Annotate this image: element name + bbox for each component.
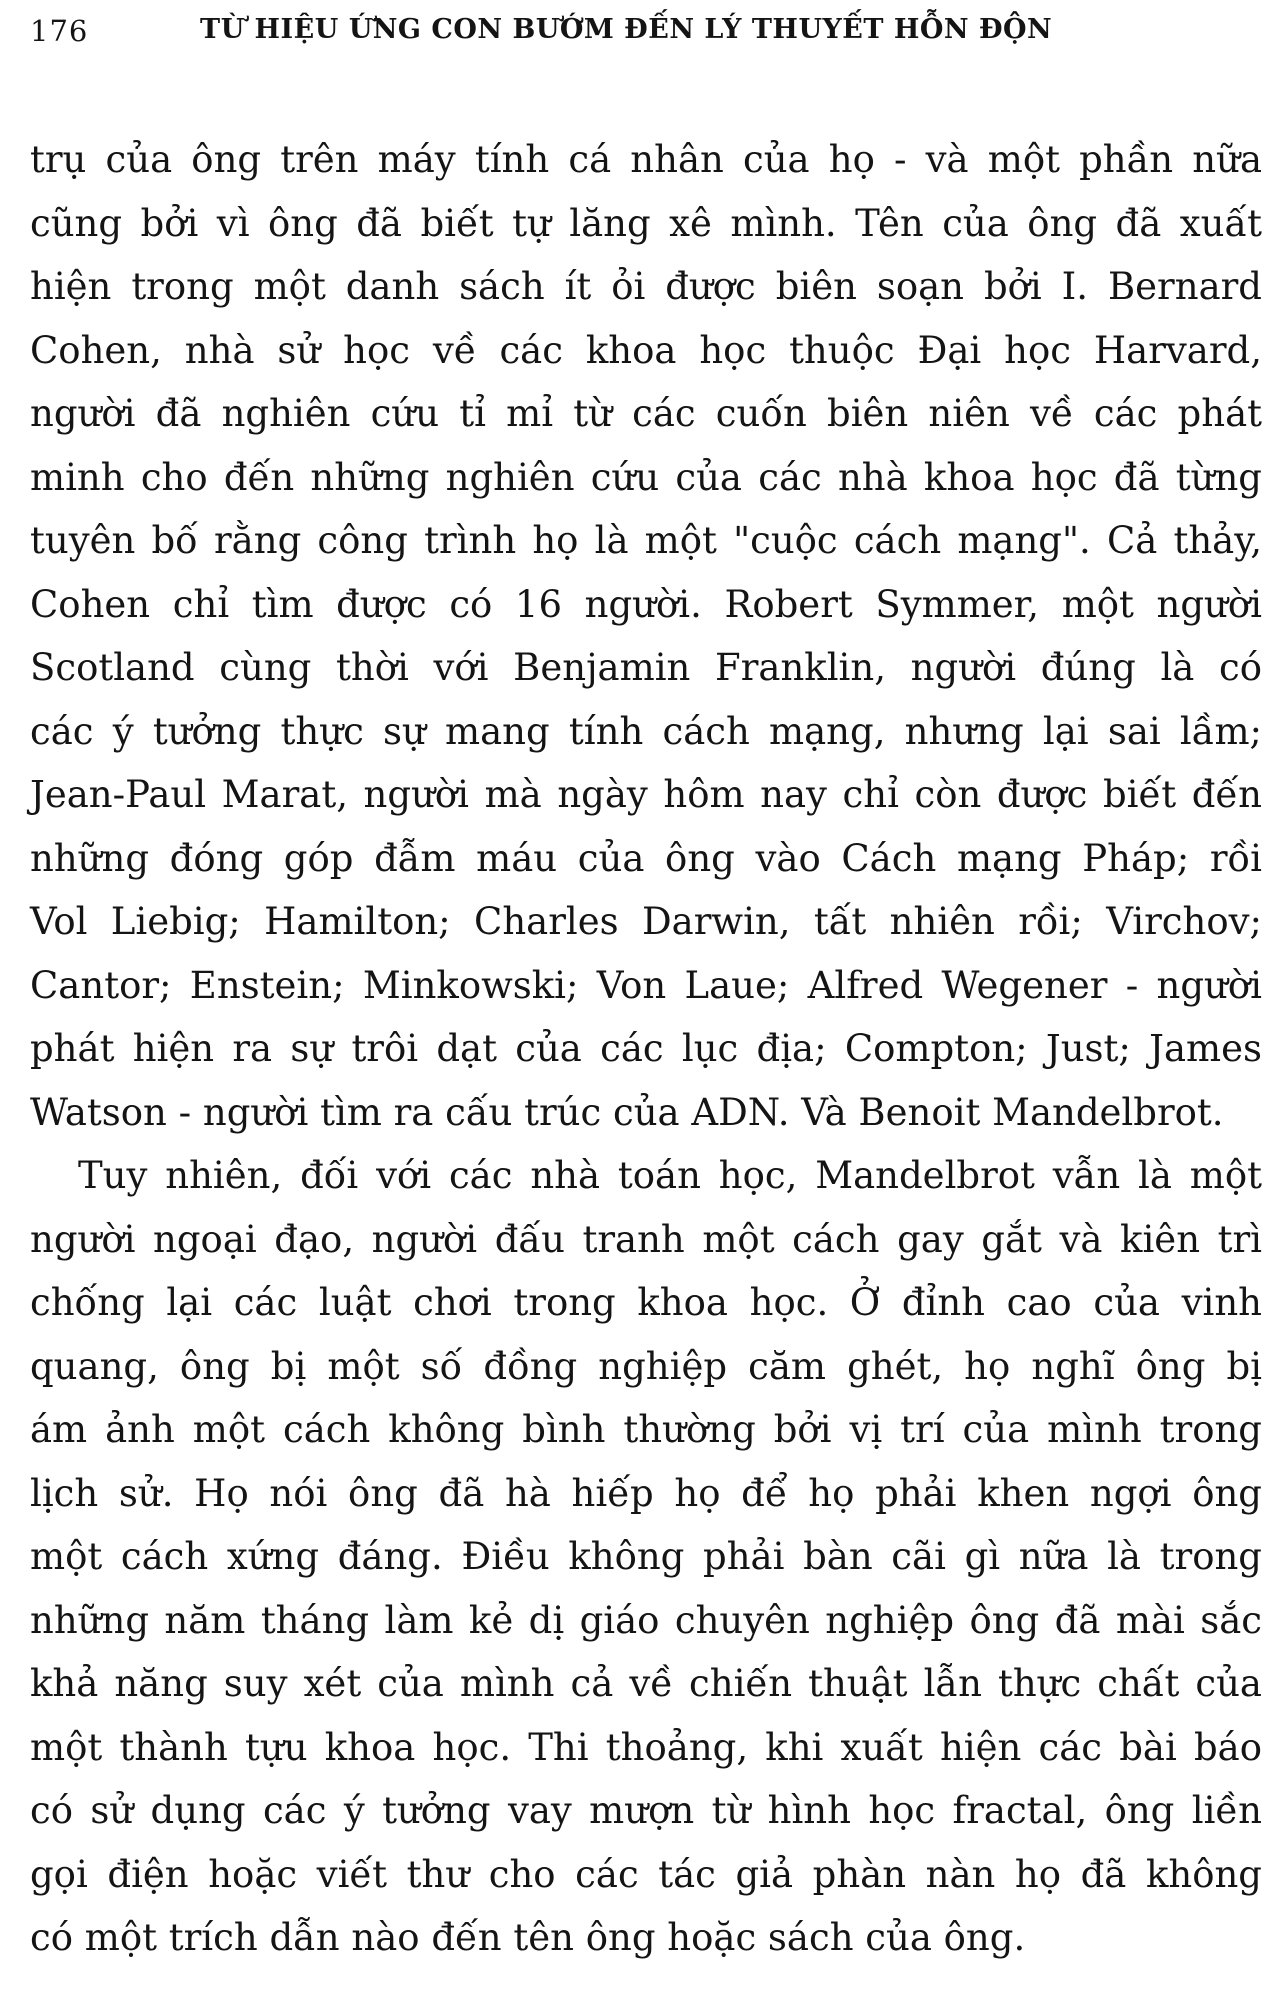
text-line: có một trích dẫn nào đến tên ông hoặc sách của ông. (30, 1916, 1026, 1959)
text-line: phát hiện ra sự trôi dạt của các lục địa; Compton; Just; James (30, 1027, 1262, 1070)
text-line: Watson - người tìm ra cấu trúc của ADN. Và Benoit Mandelbrot. (30, 1090, 1224, 1134)
text-line: minh cho đến những nghiên cứu của các nhà khoa học đã từng (30, 455, 1262, 499)
running-title: TỪ HIỆU ỨNG CON BƯỚM ĐẾN LÝ THUYẾT HỖN ĐỘN (200, 14, 1053, 45)
text-line: một thành tựu khoa học. Thi thoảng, khi xuất hiện các bài báo (30, 1725, 1262, 1769)
text-line: cũng bởi vì ông đã biết tự lăng xê mình. Tên của ông đã xuất (30, 201, 1262, 245)
text-line: Tuy nhiên, đối với các nhà toán học, Mandelbrot vẫn là một (78, 1154, 1262, 1197)
text-line: có sử dụng các ý tưởng vay mượn từ hình học fractal, ông liền (30, 1789, 1262, 1832)
text-line: chống lại các luật chơi trong khoa học. Ở đỉnh cao của vinh (30, 1281, 1262, 1324)
text-line: Cantor; Enstein; Minkowski; Von Laue; Alfred Wegener - người (30, 963, 1262, 1007)
text-line: quang, ông bị một số đồng nghiệp căm ghét, họ nghĩ ông bị (30, 1344, 1262, 1388)
text-line: lịch sử. Họ nói ông đã hà hiếp họ để họ phải khen ngợi ông (30, 1471, 1262, 1515)
text-line: Cohen, nhà sử học về các khoa học thuộc Đại học Harvard, (30, 328, 1262, 372)
text-line: khả năng suy xét của mình cả về chiến thuật lẫn thực chất của (30, 1662, 1262, 1705)
text-line: ám ảnh một cách không bình thường bởi vị trí của mình trong (30, 1408, 1262, 1451)
book-page (30, 0, 1262, 2016)
text-line: một cách xứng đáng. Điều không phải bàn cãi gì nữa là trong (30, 1535, 1262, 1578)
text-line: hiện trong một danh sách ít ỏi được biên soạn bởi I. Bernard (30, 265, 1262, 308)
text-line: người ngoại đạo, người đấu tranh một cách gay gắt và kiên trì (30, 1217, 1262, 1261)
text-line: trụ của ông trên máy tính cá nhân của họ - và một phần nữa (30, 138, 1262, 181)
paragraph-2 (30, 1144, 1262, 1970)
text-line: Jean-Paul Marat, người mà ngày hôm nay chỉ còn được biết đến (30, 773, 1262, 816)
text-line: Vol Liebig; Hamilton; Charles Darwin, tất nhiên rồi; Virchov; (30, 900, 1262, 943)
running-head (30, 14, 1262, 54)
body-text (30, 128, 1262, 1970)
text-line: Cohen chỉ tìm được có 16 người. Robert Symmer, một người (30, 582, 1262, 626)
text-line: những năm tháng làm kẻ dị giáo chuyên nghiệp ông đã mài sắc (30, 1598, 1262, 1642)
text-line: các ý tưởng thực sự mang tính cách mạng, nhưng lại sai lầm; (30, 709, 1262, 753)
page-number: 176 (30, 14, 89, 48)
text-line: tuyên bố rằng công trình họ là một "cuộc cách mạng". Cả thảy, (30, 519, 1262, 562)
paragraph-1 (30, 128, 1262, 1144)
text-line: người đã nghiên cứu tỉ mỉ từ các cuốn biên niên về các phát (30, 392, 1262, 435)
text-line: gọi điện hoặc viết thư cho các tác giả phàn nàn họ đã không (30, 1852, 1262, 1896)
text-line: Scotland cùng thời với Benjamin Franklin, người đúng là có (30, 646, 1262, 689)
text-line: những đóng góp đẫm máu của ông vào Cách mạng Pháp; rồi (30, 836, 1262, 880)
